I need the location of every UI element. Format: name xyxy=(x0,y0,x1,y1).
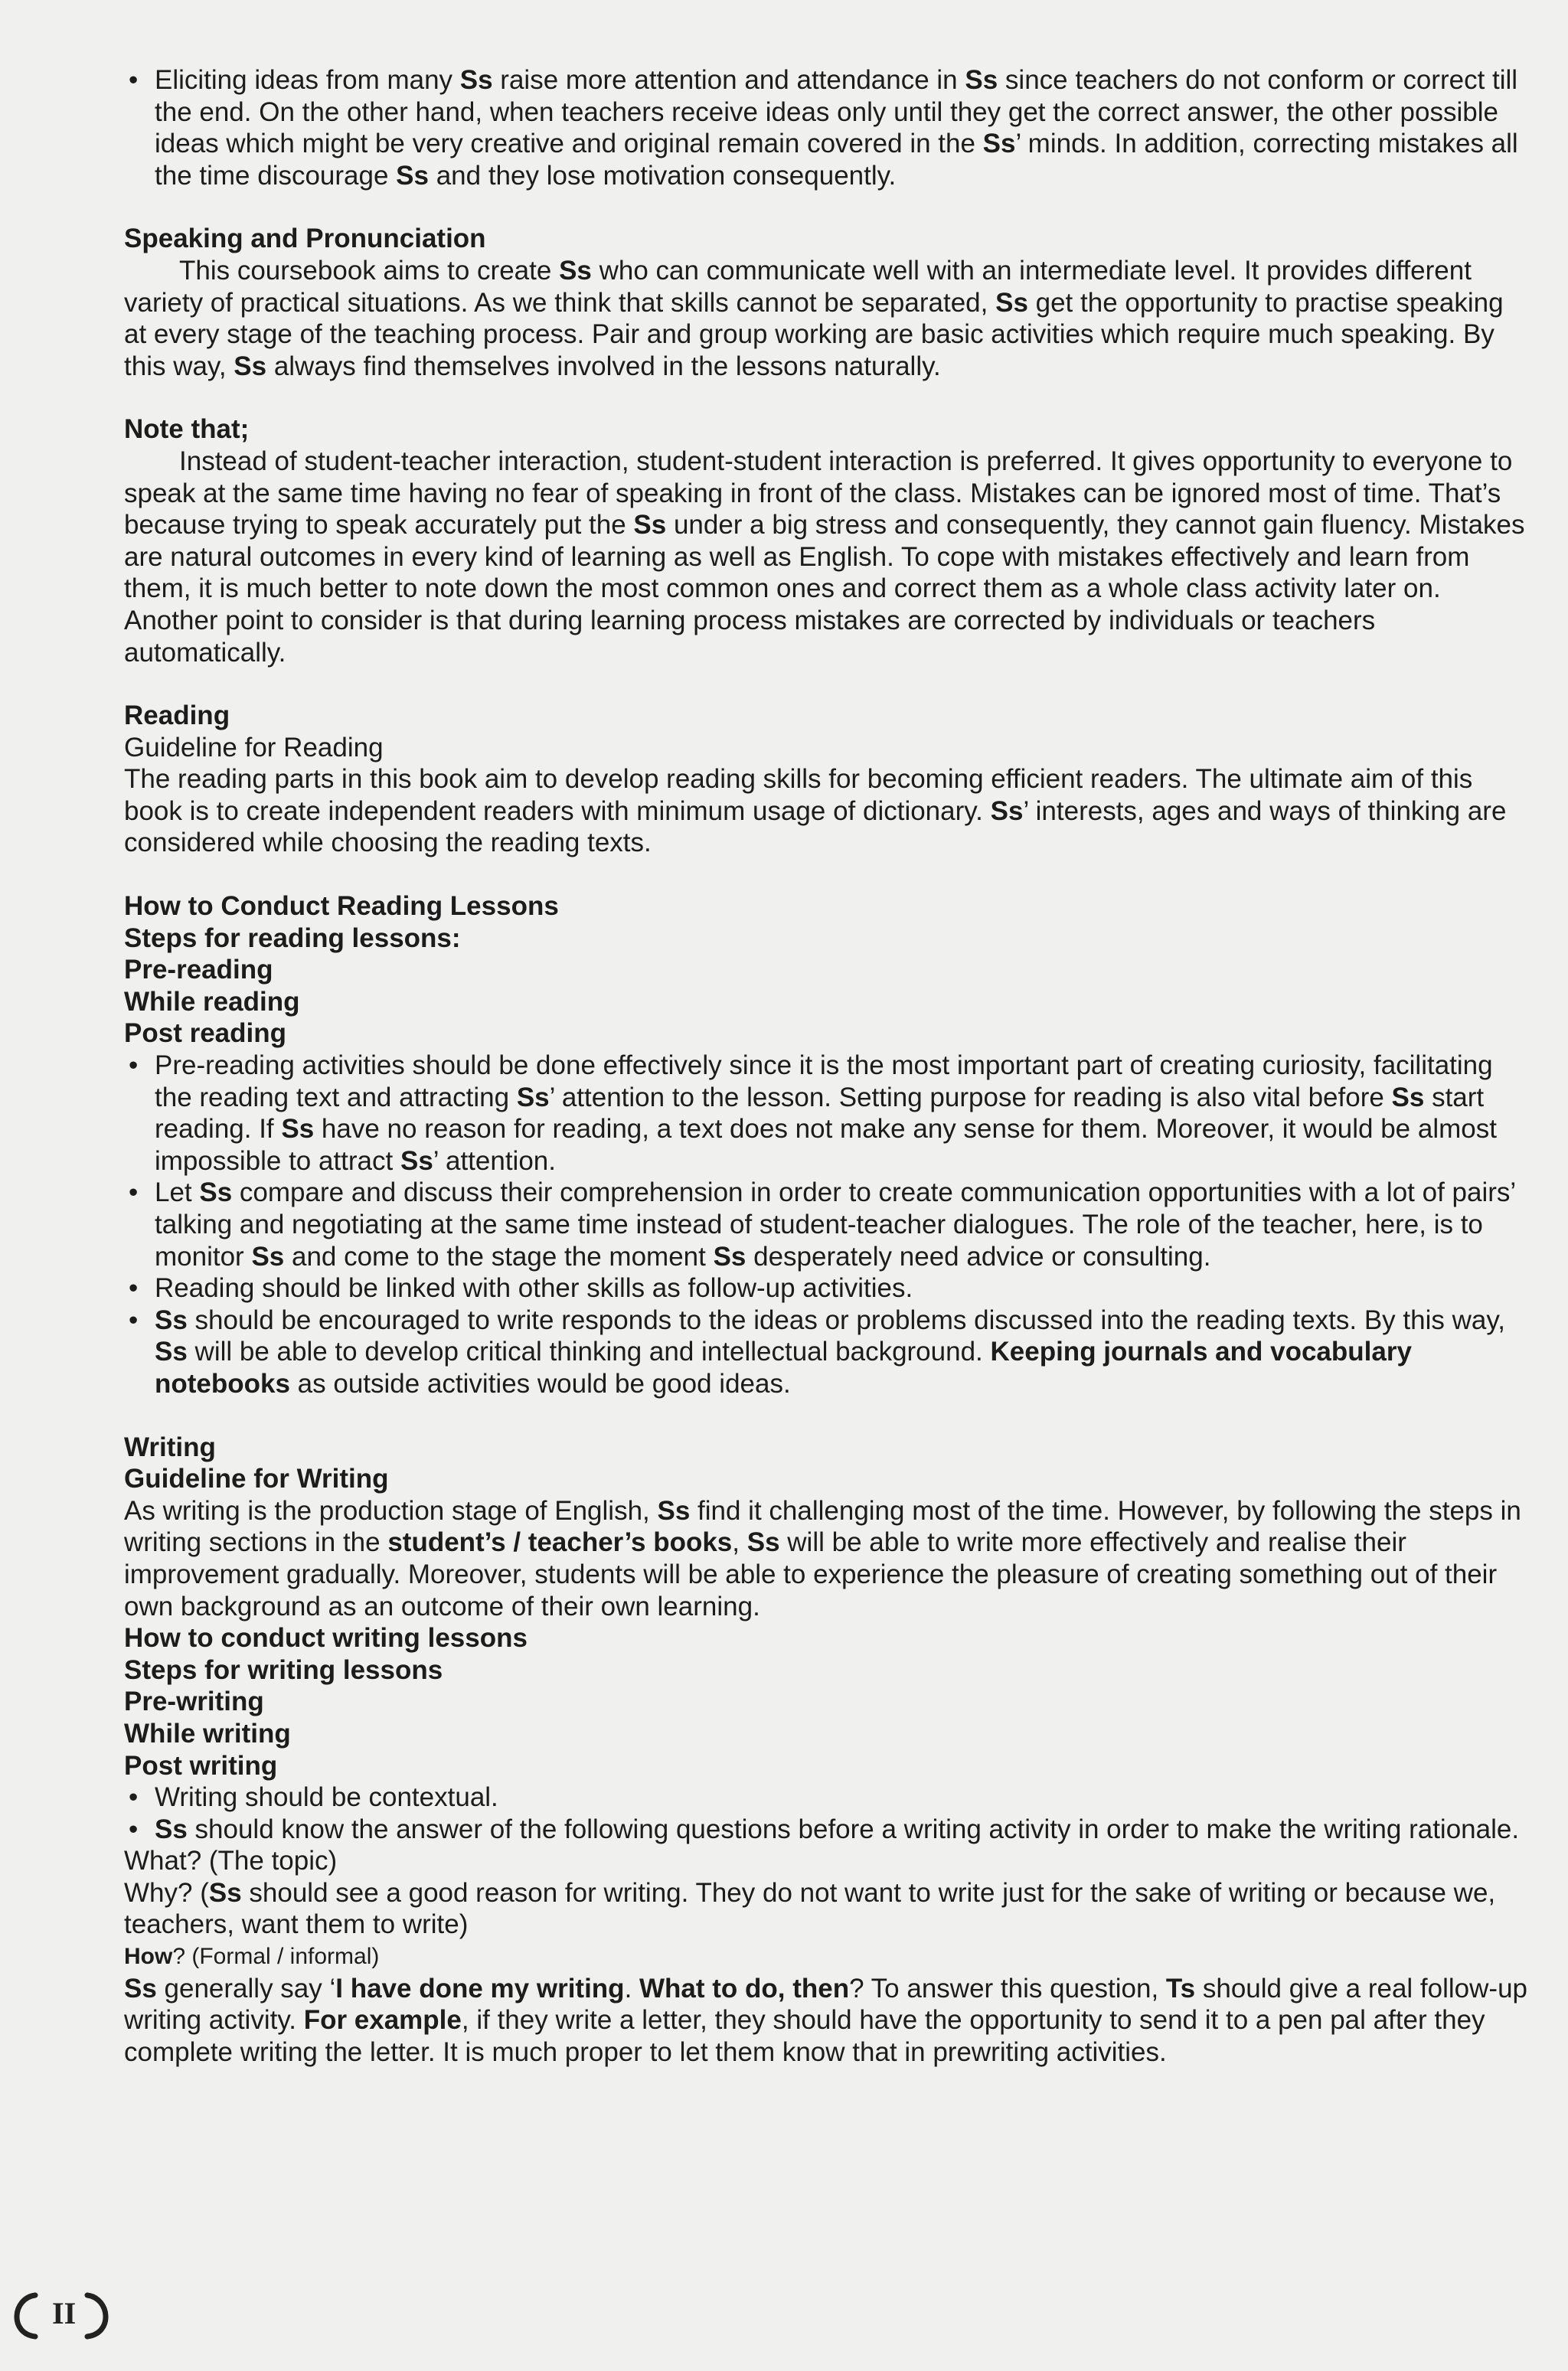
bullet-dot: • xyxy=(129,1782,139,1813)
reading-bullet-3: • Reading should be linked with other skills as follow-up activities. xyxy=(129,1273,913,1304)
bullet-dot: • xyxy=(129,65,139,95)
reading-steps-heading: Steps for reading lessons: xyxy=(124,923,461,953)
note-heading: Note that; xyxy=(124,414,250,445)
intro-bullet: • Eliciting ideas from many Ss raise more attention and attendance in Ss since teachers do not conform or correct till the end. On the other hand, when teachers receive ideas only until they get the correct answer, the other possible ideas which might be very creative and original remain covered in the Ss’ minds. In addition, correcting mistakes all the time discourage Ss and they lose motivation consequently. xyxy=(129,65,1518,191)
bullet-dot: • xyxy=(129,1814,139,1844)
reading-conduct-heading: How to Conduct Reading Lessons xyxy=(124,891,559,922)
reading-step-pre: Pre-reading xyxy=(124,955,273,985)
writing-step-pre: Pre-writing xyxy=(124,1687,264,1717)
page-number xyxy=(5,2289,119,2343)
reading-step-while: While reading xyxy=(124,986,300,1017)
document-page xyxy=(124,64,1533,2068)
reading-step-post: Post reading xyxy=(124,1018,286,1049)
writing-conduct-heading: How to conduct writing lessons xyxy=(124,1623,528,1654)
writing-why: Why? (Ss should see a good reason for writing. They do not want to write just for the sake of writing or because we, teachers, want them to write) xyxy=(124,1877,1496,1940)
note-paragraph: Instead of student-teacher interaction, student-student interaction is preferred. It gives opportunity to everyone to speak at the same time having no fear of speaking in front of the class. Mistakes can be ignored most of time. That’s because trying to speak accurately put the Ss under a big stress and consequently, they cannot gain fluency. Mistakes are natural outcomes in every kind of learning as well as English. To cope with mistakes effectively and learn from them, it is much better to note down the most common ones and correct them as a whole class activity later on. Another point to consider is that during learning process mistakes are corrected by individuals or teachers automatically. xyxy=(124,446,1525,668)
writing-step-post: Post writing xyxy=(124,1750,278,1781)
writing-bullet-2: • Ss should know the answer of the following questions before a writing activity in order to make the writing rationale. xyxy=(129,1814,1520,1844)
reading-paragraph: The reading parts in this book aim to develop reading skills for becoming efficient readers. The ultimate aim of this book is to create independent readers with minimum usage of dictionary. Ss’ interests, ages and ways of thinking are considered while choosing the reading texts. xyxy=(124,764,1507,858)
writing-bullet-1: • Writing should be contextual. xyxy=(129,1782,498,1813)
bullet-dot: • xyxy=(129,1305,139,1335)
speaking-heading: Speaking and Pronunciation xyxy=(124,224,486,254)
reading-guideline: Guideline for Reading xyxy=(124,732,384,763)
writing-heading: Writing xyxy=(124,1432,216,1462)
reading-bullet-1: • Pre-reading activities should be done effectively since it is the most important part of creating curiosity, facilitating the reading text and attracting Ss’ attention to the lesson. Setting purpose for reading is also vital before Ss start reading. If Ss have no reason for reading, a text does not make any sense for them. Moreover, it would be almost impossible to attract Ss’ attention. xyxy=(129,1050,1497,1176)
bullet-dot: • xyxy=(129,1050,139,1081)
reading-bullet-2: • Let Ss compare and discuss their comprehension in order to create communication opportunities with a lot of pairs’ talking and negotiating at the same time instead of student-teacher dialogues. The role of the teacher, here, is to monitor Ss and come to the stage the moment Ss desperately need advice or consulting. xyxy=(129,1177,1515,1272)
writing-paragraph: As writing is the production stage of English, Ss find it challenging most of the time. However, by following the steps in writing sections in the student’s / teacher’s books, Ss will be able to write more effectively and realise their improvement gradually. Moreover, students will be able to experience the pleasure of creating something out of their own background as an outcome of their own learning. xyxy=(124,1495,1521,1621)
bullet-dot: • xyxy=(129,1177,139,1208)
reading-heading: Reading xyxy=(124,701,230,731)
writing-steps-heading: Steps for writing lessons xyxy=(124,1654,443,1685)
speaking-paragraph: This coursebook aims to create Ss who can communicate well with an intermediate level. It provides different variety of practical situations. As we think that skills cannot be separated, Ss get the opportunity to practise speaking at every stage of the teaching process. Pair and group working are basic activities which require much speaking. By this way, Ss always find themselves involved in the lessons naturally. xyxy=(124,255,1504,381)
reading-bullet-4: • Ss should be encouraged to write responds to the ideas or problems discussed into the reading texts. By this way, Ss will be able to develop critical thinking and intellectual background. Keeping journals and vocabulary notebooks as outside activities would be good ideas. xyxy=(129,1305,1505,1399)
bullet-dot: • xyxy=(129,1273,139,1304)
writing-final-paragraph: Ss generally say ‘I have done my writing. What to do, then? To answer this question, Ts should give a real follow-up writing activity. For example, if they write a letter, they should have the opportunity to send it to a pen pal after they complete writing the letter. It is much proper to let them know that in prewriting activities. xyxy=(124,1973,1528,2067)
writing-how: How? (Formal / informal) xyxy=(124,1944,380,1970)
page-number-label: II xyxy=(52,2296,77,2330)
writing-guideline: Guideline for Writing xyxy=(124,1464,389,1494)
writing-step-while: While writing xyxy=(124,1718,291,1749)
writing-what: What? (The topic) xyxy=(124,1846,338,1876)
